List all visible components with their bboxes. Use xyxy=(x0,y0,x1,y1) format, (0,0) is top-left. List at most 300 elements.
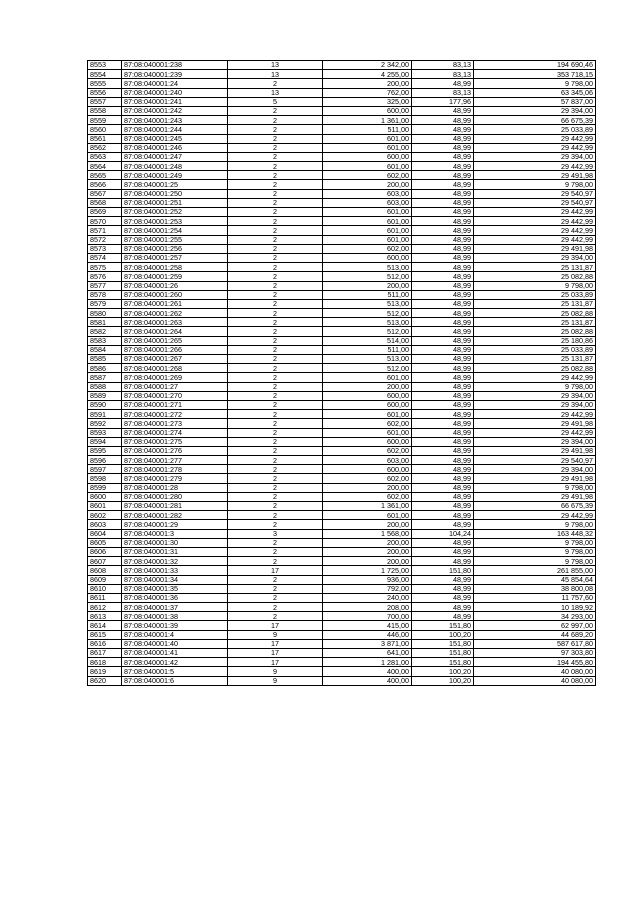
category-cell: 2 xyxy=(228,125,323,134)
value-cell: 194 690,46 xyxy=(474,61,596,70)
cadastral-number-cell: 87:08:040001:263 xyxy=(122,318,228,327)
row-number-cell: 8554 xyxy=(88,70,122,79)
table-body xyxy=(88,61,596,686)
table-row xyxy=(88,299,596,308)
cadastral-number-cell: 87:08:040001:37 xyxy=(122,603,228,612)
cadastral-number-cell: 87:08:040001:29 xyxy=(122,520,228,529)
rate-cell: 48,99 xyxy=(412,465,474,474)
value-cell: 97 303,80 xyxy=(474,649,596,658)
area-cell: 1 568,00 xyxy=(323,529,412,538)
cadastral-number-cell: 87:08:040001:4 xyxy=(122,630,228,639)
category-cell: 2 xyxy=(228,226,323,235)
table-row xyxy=(88,290,596,299)
area-cell: 600,00 xyxy=(323,106,412,115)
value-cell: 29 491,98 xyxy=(474,419,596,428)
row-number-cell: 8620 xyxy=(88,676,122,685)
row-number-cell: 8581 xyxy=(88,318,122,327)
rate-cell: 100,20 xyxy=(412,630,474,639)
category-cell: 2 xyxy=(228,382,323,391)
category-cell: 2 xyxy=(228,446,323,455)
rate-cell: 177,96 xyxy=(412,97,474,106)
rate-cell: 48,99 xyxy=(412,446,474,455)
value-cell: 63 345,06 xyxy=(474,88,596,97)
row-number-cell: 8601 xyxy=(88,502,122,511)
row-number-cell: 8589 xyxy=(88,391,122,400)
category-cell: 2 xyxy=(228,456,323,465)
value-cell: 9 798,00 xyxy=(474,79,596,88)
table-row xyxy=(88,217,596,226)
rate-cell: 151,80 xyxy=(412,658,474,667)
rate-cell: 48,99 xyxy=(412,152,474,161)
area-cell: 601,00 xyxy=(323,226,412,235)
rate-cell: 48,99 xyxy=(412,382,474,391)
row-number-cell: 8588 xyxy=(88,382,122,391)
area-cell: 511,00 xyxy=(323,125,412,134)
table-row xyxy=(88,639,596,648)
row-number-cell: 8600 xyxy=(88,492,122,501)
value-cell: 57 837,00 xyxy=(474,97,596,106)
value-cell: 29 491,98 xyxy=(474,446,596,455)
category-cell: 2 xyxy=(228,198,323,207)
cadastral-number-cell: 87:08:040001:41 xyxy=(122,649,228,658)
cadastral-number-cell: 87:08:040001:241 xyxy=(122,97,228,106)
value-cell: 25 033,89 xyxy=(474,125,596,134)
value-cell: 29 442,99 xyxy=(474,208,596,217)
row-number-cell: 8619 xyxy=(88,667,122,676)
rate-cell: 48,99 xyxy=(412,171,474,180)
cadastral-number-cell: 87:08:040001:254 xyxy=(122,226,228,235)
table-row xyxy=(88,235,596,244)
cadastral-number-cell: 87:08:040001:282 xyxy=(122,511,228,520)
row-number-cell: 8598 xyxy=(88,474,122,483)
rate-cell: 151,80 xyxy=(412,566,474,575)
cadastral-number-cell: 87:08:040001:270 xyxy=(122,391,228,400)
row-number-cell: 8563 xyxy=(88,152,122,161)
category-cell: 2 xyxy=(228,355,323,364)
table-row xyxy=(88,520,596,529)
category-cell: 2 xyxy=(228,603,323,612)
cadastral-number-cell: 87:08:040001:258 xyxy=(122,263,228,272)
value-cell: 29 394,00 xyxy=(474,400,596,409)
area-cell: 1 361,00 xyxy=(323,502,412,511)
rate-cell: 48,99 xyxy=(412,557,474,566)
area-cell: 200,00 xyxy=(323,281,412,290)
category-cell: 2 xyxy=(228,428,323,437)
row-number-cell: 8617 xyxy=(88,649,122,658)
category-cell: 2 xyxy=(228,180,323,189)
row-number-cell: 8608 xyxy=(88,566,122,575)
cadastral-number-cell: 87:08:040001:238 xyxy=(122,61,228,70)
area-cell: 513,00 xyxy=(323,299,412,308)
cadastral-number-cell: 87:08:040001:243 xyxy=(122,116,228,125)
rate-cell: 83,13 xyxy=(412,61,474,70)
cadastral-number-cell: 87:08:040001:38 xyxy=(122,612,228,621)
area-cell: 936,00 xyxy=(323,575,412,584)
cadastral-number-cell: 87:08:040001:3 xyxy=(122,529,228,538)
row-number-cell: 8561 xyxy=(88,134,122,143)
category-cell: 2 xyxy=(228,290,323,299)
row-number-cell: 8559 xyxy=(88,116,122,125)
category-cell: 2 xyxy=(228,235,323,244)
table-row xyxy=(88,88,596,97)
value-cell: 9 798,00 xyxy=(474,382,596,391)
rate-cell: 48,99 xyxy=(412,198,474,207)
table-row xyxy=(88,143,596,152)
cadastral-number-cell: 87:08:040001:247 xyxy=(122,152,228,161)
table-row xyxy=(88,180,596,189)
area-cell: 601,00 xyxy=(323,235,412,244)
table-row xyxy=(88,106,596,115)
table-row xyxy=(88,391,596,400)
row-number-cell: 8587 xyxy=(88,373,122,382)
row-number-cell: 8607 xyxy=(88,557,122,566)
category-cell: 2 xyxy=(228,557,323,566)
row-number-cell: 8592 xyxy=(88,419,122,428)
category-cell: 5 xyxy=(228,97,323,106)
row-number-cell: 8609 xyxy=(88,575,122,584)
table-row xyxy=(88,189,596,198)
value-cell: 29 394,00 xyxy=(474,465,596,474)
table-row xyxy=(88,584,596,593)
row-number-cell: 8568 xyxy=(88,198,122,207)
area-cell: 446,00 xyxy=(323,630,412,639)
category-cell: 3 xyxy=(228,529,323,538)
area-cell: 602,00 xyxy=(323,492,412,501)
table-row xyxy=(88,557,596,566)
rate-cell: 48,99 xyxy=(412,79,474,88)
value-cell: 25 033,89 xyxy=(474,345,596,354)
value-cell: 9 798,00 xyxy=(474,483,596,492)
table-row xyxy=(88,244,596,253)
table-row xyxy=(88,437,596,446)
rate-cell: 48,99 xyxy=(412,134,474,143)
value-cell: 29 442,99 xyxy=(474,410,596,419)
row-number-cell: 8576 xyxy=(88,272,122,281)
value-cell: 25 131,87 xyxy=(474,318,596,327)
row-number-cell: 8578 xyxy=(88,290,122,299)
row-number-cell: 8571 xyxy=(88,226,122,235)
table-row xyxy=(88,547,596,556)
category-cell: 2 xyxy=(228,364,323,373)
table-row xyxy=(88,538,596,547)
row-number-cell: 8580 xyxy=(88,309,122,318)
category-cell: 17 xyxy=(228,621,323,630)
area-cell: 601,00 xyxy=(323,134,412,143)
row-number-cell: 8606 xyxy=(88,547,122,556)
table-row xyxy=(88,345,596,354)
row-number-cell: 8572 xyxy=(88,235,122,244)
rate-cell: 48,99 xyxy=(412,281,474,290)
cadastral-number-cell: 87:08:040001:249 xyxy=(122,171,228,180)
table-row xyxy=(88,281,596,290)
area-cell: 208,00 xyxy=(323,603,412,612)
rate-cell: 48,99 xyxy=(412,226,474,235)
area-cell: 415,00 xyxy=(323,621,412,630)
category-cell: 2 xyxy=(228,272,323,281)
area-cell: 513,00 xyxy=(323,355,412,364)
cadastral-number-cell: 87:08:040001:262 xyxy=(122,309,228,318)
rate-cell: 100,20 xyxy=(412,667,474,676)
area-cell: 200,00 xyxy=(323,520,412,529)
row-number-cell: 8575 xyxy=(88,263,122,272)
value-cell: 25 131,87 xyxy=(474,355,596,364)
row-number-cell: 8585 xyxy=(88,355,122,364)
value-cell: 29 540,97 xyxy=(474,189,596,198)
area-cell: 601,00 xyxy=(323,162,412,171)
value-cell: 40 080,00 xyxy=(474,667,596,676)
area-cell: 641,00 xyxy=(323,649,412,658)
cadastral-number-cell: 87:08:040001:248 xyxy=(122,162,228,171)
category-cell: 2 xyxy=(228,281,323,290)
value-cell: 29 394,00 xyxy=(474,152,596,161)
rate-cell: 48,99 xyxy=(412,474,474,483)
table-row xyxy=(88,511,596,520)
cadastral-number-cell: 87:08:040001:275 xyxy=(122,437,228,446)
category-cell: 2 xyxy=(228,410,323,419)
rate-cell: 48,99 xyxy=(412,419,474,428)
category-cell: 2 xyxy=(228,217,323,226)
data-table xyxy=(87,60,596,686)
category-cell: 2 xyxy=(228,336,323,345)
cadastral-number-cell: 87:08:040001:269 xyxy=(122,373,228,382)
table-row xyxy=(88,658,596,667)
rate-cell: 48,99 xyxy=(412,318,474,327)
rate-cell: 48,99 xyxy=(412,189,474,198)
row-number-cell: 8616 xyxy=(88,639,122,648)
table-row xyxy=(88,373,596,382)
category-cell: 2 xyxy=(228,106,323,115)
value-cell: 9 798,00 xyxy=(474,547,596,556)
area-cell: 200,00 xyxy=(323,180,412,189)
value-cell: 11 757,60 xyxy=(474,593,596,602)
value-cell: 66 675,39 xyxy=(474,502,596,511)
cadastral-number-cell: 87:08:040001:274 xyxy=(122,428,228,437)
category-cell: 2 xyxy=(228,483,323,492)
category-cell: 17 xyxy=(228,658,323,667)
area-cell: 200,00 xyxy=(323,538,412,547)
rate-cell: 48,99 xyxy=(412,483,474,492)
rate-cell: 48,99 xyxy=(412,125,474,134)
row-number-cell: 8583 xyxy=(88,336,122,345)
value-cell: 587 617,80 xyxy=(474,639,596,648)
value-cell: 29 442,99 xyxy=(474,226,596,235)
value-cell: 29 442,99 xyxy=(474,162,596,171)
category-cell: 2 xyxy=(228,373,323,382)
cadastral-number-cell: 87:08:040001:260 xyxy=(122,290,228,299)
category-cell: 2 xyxy=(228,474,323,483)
row-number-cell: 8558 xyxy=(88,106,122,115)
table-row xyxy=(88,125,596,134)
table-row xyxy=(88,566,596,575)
cadastral-number-cell: 87:08:040001:252 xyxy=(122,208,228,217)
area-cell: 601,00 xyxy=(323,208,412,217)
area-cell: 200,00 xyxy=(323,483,412,492)
category-cell: 2 xyxy=(228,189,323,198)
row-number-cell: 8591 xyxy=(88,410,122,419)
category-cell: 13 xyxy=(228,88,323,97)
rate-cell: 48,99 xyxy=(412,437,474,446)
category-cell: 2 xyxy=(228,171,323,180)
table-row xyxy=(88,134,596,143)
table-row xyxy=(88,97,596,106)
area-cell: 602,00 xyxy=(323,474,412,483)
row-number-cell: 8555 xyxy=(88,79,122,88)
row-number-cell: 8570 xyxy=(88,217,122,226)
rate-cell: 151,80 xyxy=(412,639,474,648)
value-cell: 29 394,00 xyxy=(474,391,596,400)
table-row xyxy=(88,253,596,262)
cadastral-number-cell: 87:08:040001:279 xyxy=(122,474,228,483)
cadastral-number-cell: 87:08:040001:27 xyxy=(122,382,228,391)
area-cell: 2 342,00 xyxy=(323,61,412,70)
area-cell: 400,00 xyxy=(323,676,412,685)
cadastral-number-cell: 87:08:040001:250 xyxy=(122,189,228,198)
table-row xyxy=(88,456,596,465)
rate-cell: 48,99 xyxy=(412,603,474,612)
area-cell: 600,00 xyxy=(323,391,412,400)
cadastral-number-cell: 87:08:040001:35 xyxy=(122,584,228,593)
table-row xyxy=(88,483,596,492)
area-cell: 4 255,00 xyxy=(323,70,412,79)
value-cell: 29 394,00 xyxy=(474,253,596,262)
row-number-cell: 8586 xyxy=(88,364,122,373)
table-row xyxy=(88,198,596,207)
category-cell: 2 xyxy=(228,612,323,621)
table-row xyxy=(88,492,596,501)
area-cell: 513,00 xyxy=(323,318,412,327)
area-cell: 602,00 xyxy=(323,244,412,253)
cadastral-number-cell: 87:08:040001:246 xyxy=(122,143,228,152)
row-number-cell: 8560 xyxy=(88,125,122,134)
row-number-cell: 8562 xyxy=(88,143,122,152)
value-cell: 9 798,00 xyxy=(474,538,596,547)
row-number-cell: 8582 xyxy=(88,327,122,336)
area-cell: 512,00 xyxy=(323,364,412,373)
category-cell: 2 xyxy=(228,437,323,446)
rate-cell: 48,99 xyxy=(412,208,474,217)
table-row xyxy=(88,70,596,79)
row-number-cell: 8602 xyxy=(88,511,122,520)
area-cell: 603,00 xyxy=(323,189,412,198)
area-cell: 602,00 xyxy=(323,419,412,428)
rate-cell: 48,99 xyxy=(412,364,474,373)
value-cell: 29 491,98 xyxy=(474,492,596,501)
area-cell: 602,00 xyxy=(323,171,412,180)
value-cell: 25 082,88 xyxy=(474,364,596,373)
cadastral-number-cell: 87:08:040001:40 xyxy=(122,639,228,648)
row-number-cell: 8569 xyxy=(88,208,122,217)
cadastral-number-cell: 87:08:040001:271 xyxy=(122,400,228,409)
table-row xyxy=(88,382,596,391)
row-number-cell: 8557 xyxy=(88,97,122,106)
value-cell: 25 082,88 xyxy=(474,327,596,336)
category-cell: 2 xyxy=(228,465,323,474)
cadastral-number-cell: 87:08:040001:280 xyxy=(122,492,228,501)
cadastral-number-cell: 87:08:040001:36 xyxy=(122,593,228,602)
value-cell: 29 442,99 xyxy=(474,235,596,244)
cadastral-number-cell: 87:08:040001:256 xyxy=(122,244,228,253)
row-number-cell: 8610 xyxy=(88,584,122,593)
cadastral-number-cell: 87:08:040001:261 xyxy=(122,299,228,308)
cadastral-number-cell: 87:08:040001:28 xyxy=(122,483,228,492)
area-cell: 762,00 xyxy=(323,88,412,97)
table-row xyxy=(88,318,596,327)
cadastral-number-cell: 87:08:040001:42 xyxy=(122,658,228,667)
area-cell: 603,00 xyxy=(323,456,412,465)
table-row xyxy=(88,61,596,70)
area-cell: 512,00 xyxy=(323,272,412,281)
cadastral-number-cell: 87:08:040001:272 xyxy=(122,410,228,419)
rate-cell: 151,80 xyxy=(412,649,474,658)
cadastral-number-cell: 87:08:040001:257 xyxy=(122,253,228,262)
cadastral-number-cell: 87:08:040001:6 xyxy=(122,676,228,685)
category-cell: 2 xyxy=(228,116,323,125)
value-cell: 29 540,97 xyxy=(474,456,596,465)
table-row xyxy=(88,152,596,161)
area-cell: 601,00 xyxy=(323,410,412,419)
cadastral-number-cell: 87:08:040001:26 xyxy=(122,281,228,290)
area-cell: 792,00 xyxy=(323,584,412,593)
category-cell: 2 xyxy=(228,547,323,556)
area-cell: 602,00 xyxy=(323,446,412,455)
value-cell: 25 082,88 xyxy=(474,309,596,318)
value-cell: 10 189,92 xyxy=(474,603,596,612)
cadastral-number-cell: 87:08:040001:25 xyxy=(122,180,228,189)
category-cell: 2 xyxy=(228,327,323,336)
area-cell: 1 361,00 xyxy=(323,116,412,125)
value-cell: 45 854,64 xyxy=(474,575,596,584)
category-cell: 2 xyxy=(228,134,323,143)
row-number-cell: 8614 xyxy=(88,621,122,630)
value-cell: 40 080,00 xyxy=(474,676,596,685)
value-cell: 29 394,00 xyxy=(474,106,596,115)
area-cell: 600,00 xyxy=(323,253,412,262)
table-row xyxy=(88,355,596,364)
table-row xyxy=(88,575,596,584)
row-number-cell: 8596 xyxy=(88,456,122,465)
area-cell: 1 281,00 xyxy=(323,658,412,667)
rate-cell: 48,99 xyxy=(412,502,474,511)
value-cell: 29 442,99 xyxy=(474,428,596,437)
table-row xyxy=(88,162,596,171)
rate-cell: 48,99 xyxy=(412,575,474,584)
row-number-cell: 8612 xyxy=(88,603,122,612)
value-cell: 25 131,87 xyxy=(474,263,596,272)
value-cell: 29 442,99 xyxy=(474,217,596,226)
value-cell: 9 798,00 xyxy=(474,557,596,566)
cadastral-number-cell: 87:08:040001:268 xyxy=(122,364,228,373)
area-cell: 601,00 xyxy=(323,217,412,226)
category-cell: 2 xyxy=(228,419,323,428)
value-cell: 29 540,97 xyxy=(474,198,596,207)
value-cell: 163 448,32 xyxy=(474,529,596,538)
category-cell: 2 xyxy=(228,152,323,161)
category-cell: 2 xyxy=(228,593,323,602)
rate-cell: 48,99 xyxy=(412,373,474,382)
rate-cell: 48,99 xyxy=(412,456,474,465)
cadastral-number-cell: 87:08:040001:33 xyxy=(122,566,228,575)
value-cell: 25 180,86 xyxy=(474,336,596,345)
value-cell: 29 442,99 xyxy=(474,511,596,520)
cadastral-number-cell: 87:08:040001:242 xyxy=(122,106,228,115)
category-cell: 2 xyxy=(228,143,323,152)
category-cell: 2 xyxy=(228,244,323,253)
value-cell: 194 455,80 xyxy=(474,658,596,667)
table-row xyxy=(88,400,596,409)
rate-cell: 83,13 xyxy=(412,70,474,79)
table-row xyxy=(88,364,596,373)
row-number-cell: 8593 xyxy=(88,428,122,437)
